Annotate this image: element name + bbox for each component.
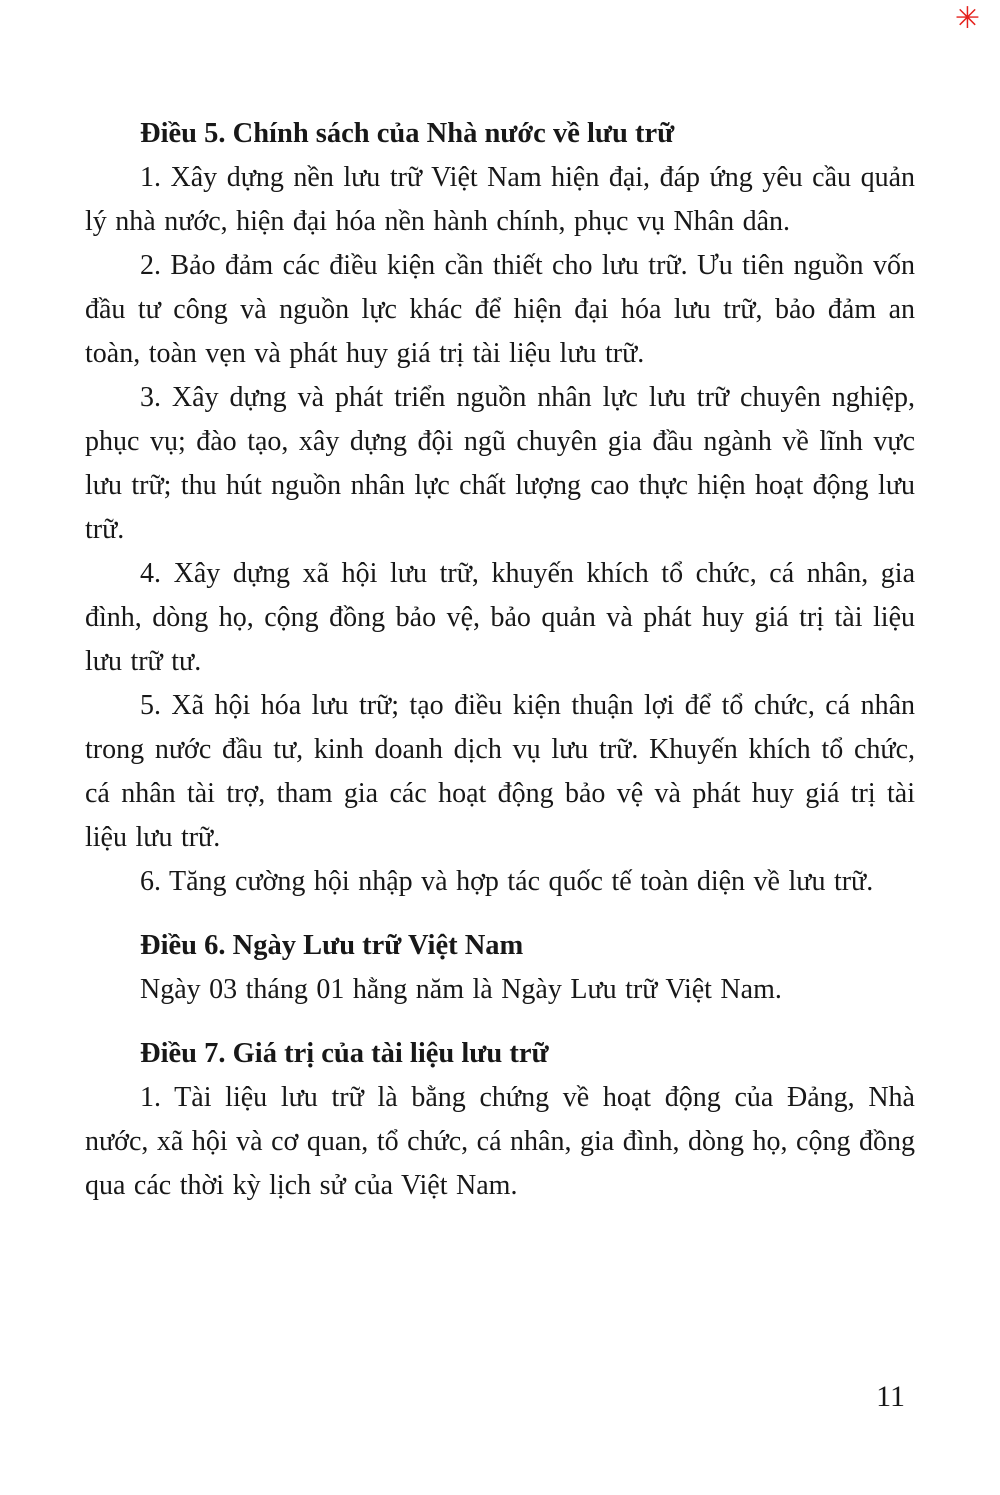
article-5-paragraph-5: 5. Xã hội hóa lưu trữ; tạo điều kiện thuận lợi để tổ chức, cá nhân trong nước đầu tư, kinh doanh dịch vụ lưu trữ. Khuyến khích tổ chức, cá nhân tài trợ, tham gia các hoạt động bảo vệ và phát huy giá trị tài liệu lưu trữ. xyxy=(85,690,915,853)
article-5-heading: Điều 5. Chính sách của Nhà nước về lưu trữ xyxy=(140,118,675,149)
flower-asterisk-icon: ✳ xyxy=(954,2,980,35)
article-6-heading: Điều 6. Ngày Lưu trữ Việt Nam xyxy=(140,930,524,961)
article-6-paragraph-1: Ngày 03 tháng 01 hằng năm là Ngày Lưu trữ Việt Nam. xyxy=(140,974,782,1005)
article-5-paragraph-6: 6. Tăng cường hội nhập và hợp tác quốc tế toàn diện về lưu trữ. xyxy=(140,866,874,897)
article-5-paragraph-1: 1. Xây dựng nền lưu trữ Việt Nam hiện đại, đáp ứng yêu cầu quản lý nhà nước, hiện đại hóa nền hành chính, phục vụ Nhân dân. xyxy=(85,162,915,237)
page-content xyxy=(85,112,915,1208)
article-5-paragraph-2: 2. Bảo đảm các điều kiện cần thiết cho lưu trữ. Ưu tiên nguồn vốn đầu tư công và nguồn lực khác để hiện đại hóa lưu trữ, bảo đảm an toàn, toàn vẹn và phát huy giá trị tài liệu lưu trữ. xyxy=(85,250,915,369)
page-number: 11 xyxy=(876,1380,905,1413)
article-7-paragraph-1: 1. Tài liệu lưu trữ là bằng chứng về hoạt động của Đảng, Nhà nước, xã hội và cơ quan, tổ chức, cá nhân, gia đình, dòng họ, cộng đồng qua các thời kỳ lịch sử của Việt Nam. xyxy=(85,1082,915,1201)
article-5-paragraph-3: 3. Xây dựng và phát triển nguồn nhân lực lưu trữ chuyên nghiệp, phục vụ; đào tạo, xây dựng đội ngũ chuyên gia đầu ngành về lĩnh vực lưu trữ; thu hút nguồn nhân lực chất lượng cao thực hiện hoạt động lưu trữ. xyxy=(85,382,915,545)
article-7-heading: Điều 7. Giá trị của tài liệu lưu trữ xyxy=(140,1038,549,1069)
article-5-paragraph-4: 4. Xây dựng xã hội lưu trữ, khuyến khích tổ chức, cá nhân, gia đình, dòng họ, cộng đồng bảo vệ, bảo quản và phát huy giá trị tài liệu lưu trữ tư. xyxy=(85,558,915,677)
